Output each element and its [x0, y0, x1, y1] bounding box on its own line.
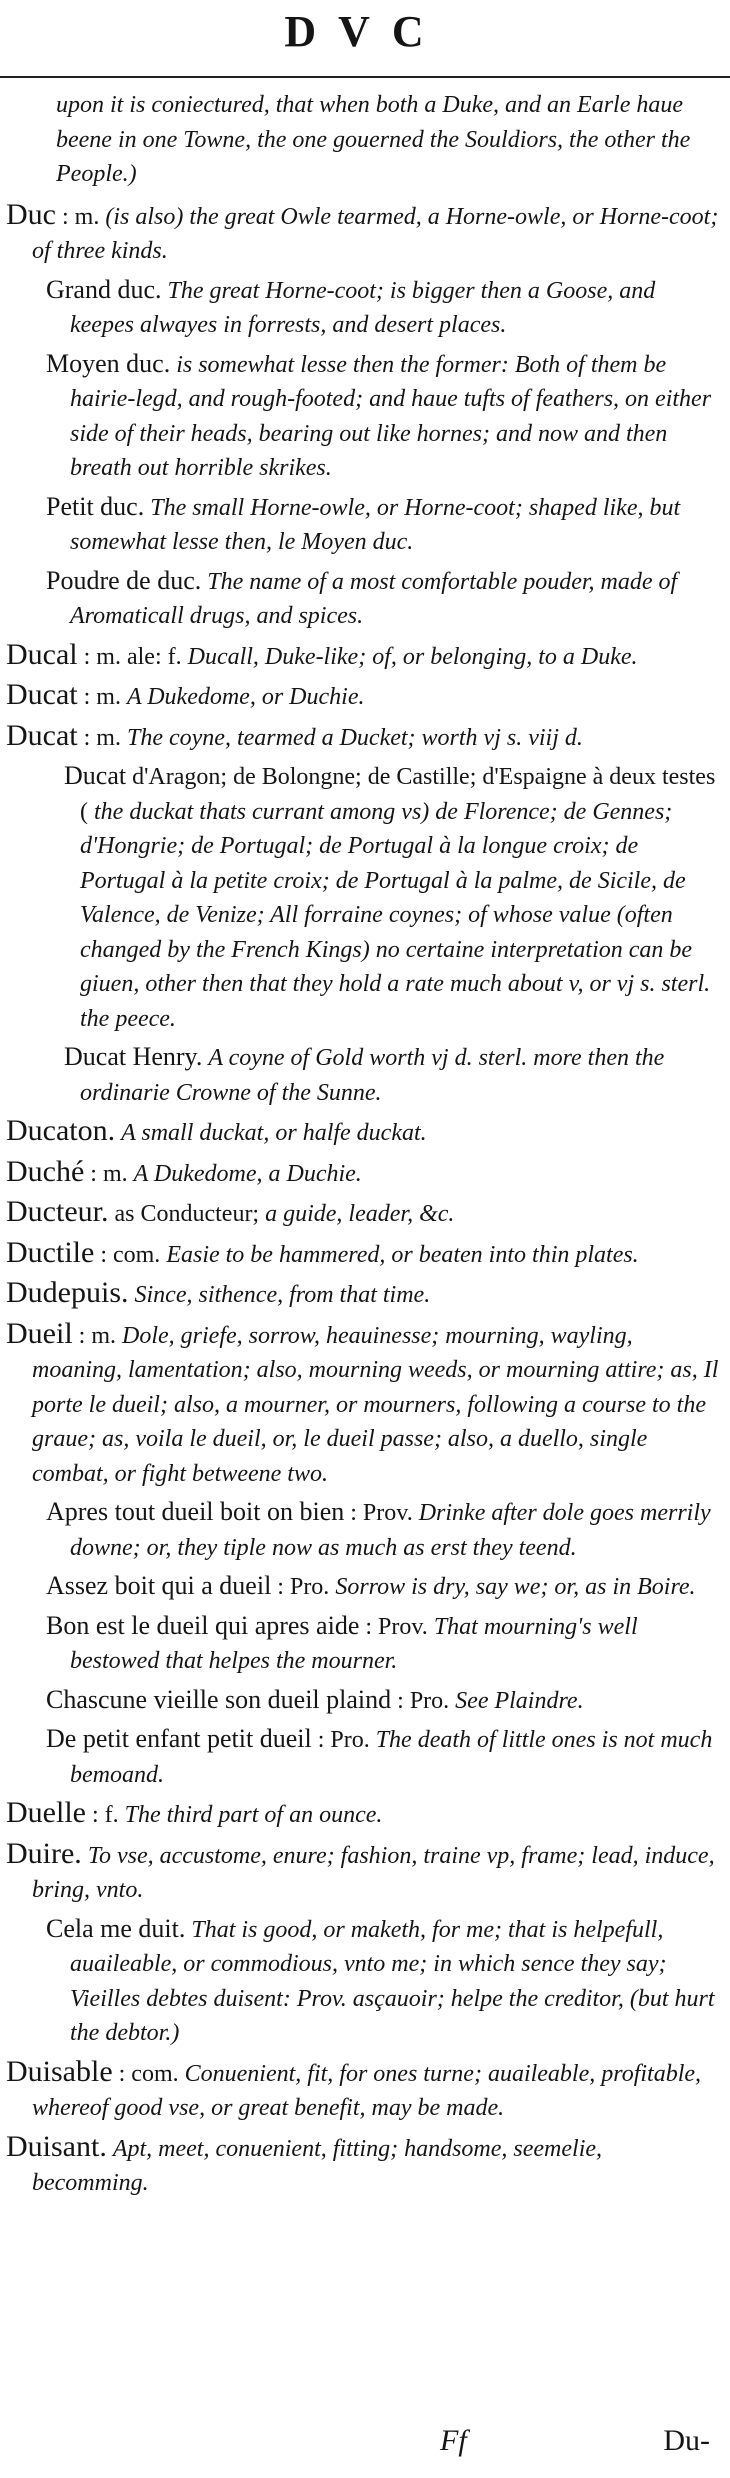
- entry-definition: That is good, or maketh, for me; that is helpefull, auaileable, or commodious, vnto me; in which sence they say; Vieilles debtes duisent: Prov. asçauoir; helpe the creditor, (but hurt the debtor.): [70, 1916, 715, 2046]
- dictionary-entry: [6, 1722, 724, 1792]
- entry-grammar: : m.: [90, 1160, 128, 1187]
- dictionary-entry: [6, 1276, 724, 1313]
- dictionary-entry: [6, 1236, 724, 1273]
- dictionary-entry: [6, 1569, 724, 1605]
- dictionary-entry: [6, 1155, 724, 1192]
- catchword: Du-: [663, 2424, 710, 2457]
- entry-definition: A small duckat, or halfe duckat.: [121, 1120, 427, 1146]
- entry-grammar: : Prov.: [365, 1613, 428, 1640]
- dictionary-entry: [6, 678, 724, 715]
- entry-definition: A Dukedome, a Duchie.: [133, 1160, 362, 1187]
- entry-definition: Sorrow is dry, say we; or, as in Boire.: [335, 1574, 696, 1600]
- entry-grammar: d'Aragon; de Bolongne; de Castille; d'Espaigne à deux testes (: [80, 764, 716, 825]
- entry-definition: Drinke after dole goes merrily downe; or, they tiple now as much as erst they teend.: [70, 1500, 711, 1561]
- entry-definition: Easie to be hammered, or beaten into thin plates.: [166, 1241, 639, 1268]
- entry-definition: The name of a most comfortable pouder, made of Aromaticall drugs, and spices.: [70, 568, 678, 629]
- entry-headword: Ductile: [6, 1235, 95, 1269]
- entry-grammar: : com.: [100, 1241, 161, 1268]
- dictionary-entry: [6, 1683, 724, 1719]
- entry-definition: Dole, griefe, sorrow, heauinesse; mourning, wayling, moaning, lamentation; also, mourning weeds, or mourning attire; as, Il porte le dueil; also, a mourner, or mourners, following a course to the graue; as, voila le dueil, or, le dueil passe; also, a duello, single combat, or fight betweene two.: [32, 1322, 719, 1487]
- dictionary-entry: [6, 638, 724, 675]
- entry-definition: Since, sithence, from that time.: [134, 1282, 431, 1308]
- dictionary-entry: [6, 2055, 724, 2126]
- entry-definition: To vse, accustome, enure; fashion, traine vp, frame; lead, induce, bring, vnto.: [32, 1842, 715, 1903]
- entry-grammar: : m.: [83, 684, 121, 710]
- entry-definition: The third part of an ounce.: [124, 1802, 383, 1828]
- entry-definition: a guide, leader, &c.: [265, 1201, 455, 1227]
- dictionary-entry: [6, 1796, 724, 1833]
- entry-definition: The coyne, tearmed a Ducket; worth vj s. viij d.: [126, 724, 583, 751]
- entry-headword: Duisable: [6, 2054, 113, 2088]
- entry-definition: upon it is coniectured, that when both a Duke, and an Earle haue beene in one Towne, the one gouerned the Souldiors, the other the People.): [56, 92, 691, 187]
- entry-definition: The small Horne-owle, or Horne-coot; shaped like, but somewhat lesse then, le Moyen duc.: [70, 494, 681, 555]
- dictionary-entry: [6, 759, 724, 1036]
- entry-headword: Apres tout dueil boit on bien: [46, 1497, 345, 1526]
- entry-grammar: : m.: [83, 724, 121, 751]
- entry-headword: De petit enfant petit dueil: [46, 1724, 312, 1753]
- entry-definition: A Dukedome, or Duchie.: [126, 684, 365, 710]
- entry-definition: A coyne of Gold worth vj d. sterl. more then the ordinarie Crowne of the Sunne.: [80, 1045, 665, 1106]
- page-footer: [0, 2422, 730, 2472]
- entry-definition: is somewhat lesse then the former: Both of them be hairie-legd, and rough-footed; and haue tufts of feathers, on either side of their heads, bearing out like hornes; and now and then breath out horrible skrikes.: [70, 351, 712, 481]
- entry-headword: Dueil: [6, 1316, 73, 1350]
- entry-definition: Ducall, Duke-like; of, or belonging, to a Duke.: [187, 643, 638, 670]
- entry-definition: See Plaindre.: [455, 1687, 584, 1714]
- entry-headword: Ducat: [6, 678, 78, 711]
- entry-definition: Apt, meet, conuenient, fitting; handsome, seemelie, becomming.: [32, 2135, 603, 2196]
- dictionary-entry: [6, 347, 724, 486]
- dictionary-entry: [6, 490, 724, 560]
- dictionary-entry: [6, 564, 724, 634]
- dictionary-entry: [6, 1114, 724, 1151]
- running-head: DVC: [284, 7, 446, 56]
- entry-headword: Ducaton.: [6, 1114, 116, 1147]
- entries-list: [6, 86, 724, 2205]
- entry-headword: Duché: [6, 1154, 85, 1188]
- entry-grammar: : com.: [118, 2060, 179, 2087]
- entry-headword: Poudre de duc.: [46, 565, 202, 595]
- entry-headword: Bon est le dueil qui apres aide: [46, 1610, 360, 1640]
- dictionary-entry: [6, 719, 724, 756]
- entry-definition: The death of little ones is not much bemoand.: [70, 1727, 713, 1788]
- dictionary-entry: [6, 1912, 724, 2051]
- dictionary-entry: [6, 1837, 724, 1908]
- dictionary-entry: [6, 198, 724, 269]
- dictionary-entry: [6, 86, 724, 192]
- header-rule: [0, 76, 730, 78]
- dictionary-entry: [6, 1317, 724, 1492]
- entry-grammar: : m.: [78, 1322, 116, 1349]
- entry-headword: Ducat: [64, 761, 127, 790]
- entry-headword: Duelle: [6, 1796, 86, 1829]
- entry-grammar: : m.: [61, 203, 100, 230]
- entry-headword: Duisant.: [6, 2129, 107, 2163]
- signature-mark: Ff: [440, 2424, 467, 2457]
- entry-grammar: : Pro.: [317, 1727, 370, 1753]
- entry-headword: Petit duc.: [46, 491, 145, 521]
- dictionary-entry: [6, 1609, 724, 1679]
- dictionary-entry: [6, 273, 724, 343]
- entry-grammar: : f.: [91, 1802, 119, 1828]
- dictionary-entry: [6, 1195, 724, 1232]
- entry-definition: The great Horne-coot; is bigger then a Goose, and keepes alwayes in forrests, and desert places.: [70, 277, 656, 338]
- entry-headword: Assez boit qui a dueil: [46, 1571, 272, 1600]
- entry-headword: Ducat Henry.: [64, 1042, 203, 1071]
- entry-definition: (is also) the great Owle tearmed, a Horne-owle, or Horne-coot; of three kinds.: [32, 203, 719, 264]
- entry-grammar: : m. ale: f.: [83, 643, 182, 670]
- entry-headword: Duc: [6, 197, 56, 231]
- entry-headword: Chascune vieille son dueil plaind: [46, 1684, 392, 1714]
- entry-headword: Ducat: [6, 718, 78, 752]
- entry-headword: Grand duc.: [46, 274, 162, 304]
- entry-headword: Duire.: [6, 1836, 82, 1870]
- entry-grammar: : Pro.: [397, 1687, 450, 1714]
- entry-headword: Ducteur.: [6, 1195, 109, 1228]
- entry-definition: Conuenient, fit, for ones turne; auaileable, profitable, whereof good vse, or great benefit, may be made.: [32, 2060, 702, 2121]
- entry-definition: the duckat thats currant among vs) de Florence; de Gennes; d'Hongrie; de Portugal; de Portugal à la longue croix; de Portugal à la petite croix; de Portugal à la palme, de Sicile, de Valence, de Venize; All forraine coynes; of whose value (often changed by the French Kings) no certaine interpretation can be giuen, other then that they hold a rate much about v, or vj s. sterl. the peece.: [80, 798, 711, 1032]
- dictionary-entry: [6, 2130, 724, 2201]
- entry-headword: Ducal: [6, 637, 78, 671]
- entry-headword: Moyen duc.: [46, 348, 171, 378]
- entry-headword: Cela me duit.: [46, 1913, 186, 1943]
- entry-definition: That mourning's well bestowed that helpes the mourner.: [70, 1613, 638, 1674]
- entry-grammar: as Conducteur;: [114, 1201, 260, 1227]
- entry-grammar: : Pro.: [277, 1574, 330, 1600]
- dictionary-entry: [6, 1495, 724, 1565]
- dictionary-entry: [6, 1040, 724, 1110]
- entry-headword: Dudepuis.: [6, 1276, 129, 1309]
- entry-grammar: : Prov.: [350, 1500, 413, 1526]
